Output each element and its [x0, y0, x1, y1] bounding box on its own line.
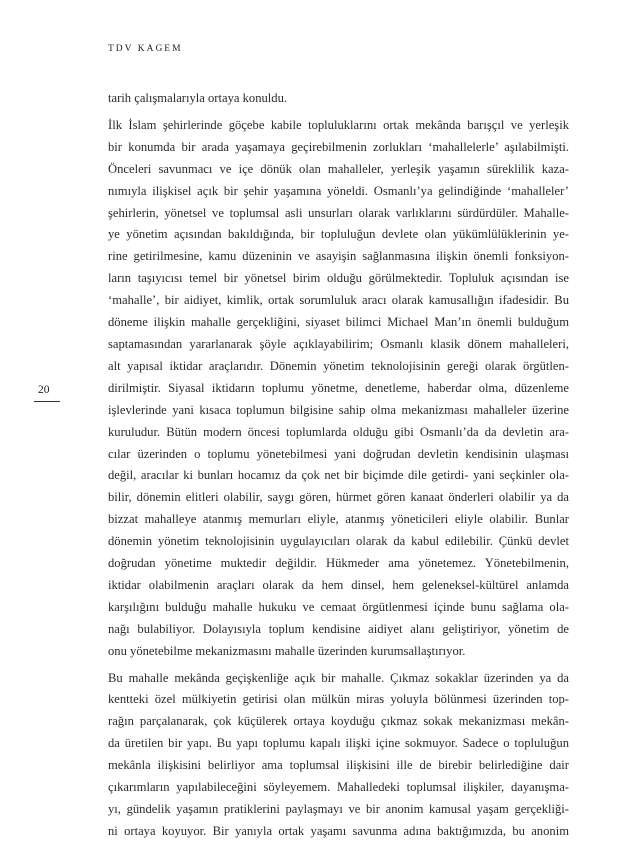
- text-line: karşılığını bulduğu mahalle hukuku ve cemaat örgütlenmesi içinde bunu sağlama ola-: [108, 599, 569, 614]
- text-line: iktidar olabilmenin araçları olarak da hem dinsel, hem geleneksel-kültürel anlamda: [108, 577, 569, 592]
- text-line: da üretilen bir yapı. Bu yapı toplumu kapalı ilişki içine sokmuyor. Sadece o topluluğun: [108, 736, 569, 751]
- body-text: [108, 88, 569, 843]
- text-line: çıkarımların yapılabileceğini söyleyemem. Mahalledeki toplumsal ilişkiler, dayanışma-: [108, 780, 569, 795]
- text-line: bilir, dönemin elitleri olabilir, saygı gören, hürmet gören kanaat önderleri olabilir ya da: [108, 490, 569, 505]
- paragraph: [108, 115, 569, 663]
- text-line: tarih çalışmalarıyla ortaya konuldu.: [108, 91, 288, 105]
- text-line: dönemin yönetim teknolojisinin uygulayıcıları olarak da kabul edilebilir. Çünkü devlet: [108, 534, 569, 549]
- text-line: işlevlerinde yani kısaca toplumun bilgisine sahip olma mekanizması mahalleler üzerine: [108, 402, 569, 417]
- page-number: 20: [38, 384, 50, 396]
- text-line: doğrudan yönetime muktedir değildir. Hükmeder ama yönetemez. Yönetebilmenin,: [108, 556, 569, 571]
- text-line: bir konumda bir arada yaşamaya geçirebilmenin zorlukları ‘mahallelerle’ aşılabilmişti.: [108, 139, 569, 154]
- text-line: mekânla ilişkisini belirliyor ama toplumsal ilişkisini ille de birebir belirlediğine dair: [108, 758, 569, 773]
- text-line: rine getirilmesine, kamu düzeninin ve asayişin sağlanmasına ilişkin önemli fonksiyon-: [108, 249, 569, 264]
- text-line: onu yönetebilme mekanizmasını mahalle üzerinden kurumsallaştırıyor.: [108, 643, 466, 658]
- text-line: ‘mahalle’, bir aidiyet, kimlik, ortak sorumluluk aracı olarak kamusallığın ifadesidir. Bu: [108, 293, 569, 308]
- text-line: ye yönetim açısından bakıldığında, bir topluluğun devlete olan yükümlülüklerinin ye-: [108, 227, 569, 242]
- text-line: rağın parçalanarak, çok küçülerek ortaya koyduğu çıkmaz sokak mekanizması mekân-: [108, 714, 569, 729]
- text-line: nımıyla ilişkisel açık bir şehir yaşamına yöneldi. Osmanlı’ya gelindiğinde ‘mahalleler’: [108, 183, 569, 198]
- text-line: cılar üzerinden o toplumu yönetebilmesi yani doğrudan devletin kendisinin ulaşması: [108, 446, 569, 461]
- text-line: ların taşıyıcısı temel bir yönetsel birim olduğu görülmektedir. Topluluk açısından ise: [108, 271, 569, 286]
- paragraph: [108, 88, 569, 110]
- paragraph: [108, 668, 569, 843]
- text-line: Bu mahalle mekânda geçişkenliğe açık bir mahalle. Çıkmaz sokaklar üzerinden ya da: [108, 670, 569, 685]
- text-line: kuruludur. Bütün modern öncesi toplumlarda olduğu gibi Osmanlı’da da devletin ara-: [108, 424, 569, 439]
- text-line: kentteki özel mülkiyetin getirisi olan mülkün miras yoluyla bölünmesi üzerinden top-: [108, 692, 569, 707]
- text-line: değil, aracılar ki bunları hocamız da çok net bir biçimde dile getirdi- yani seçkinler ola-: [108, 468, 569, 483]
- text-line: dirilmiştir. Siyasal iktidarın toplumu yönetme, denetleme, haberdar olma, düzenleme: [108, 380, 569, 395]
- text-line: İlk İslam şehirlerinde göçebe kabile topluluklarını ortak mekânda barışçıl ve yerleşik: [108, 117, 569, 132]
- text-line: bizzat mahalleye atanmış memurları eliyle, atanmış yöneticileri eliyle olabilir. Bunlar: [108, 512, 569, 527]
- running-head: TDV KAGEM: [108, 44, 183, 54]
- text-line: Önceleri savunmacı ve içe dönük olan mahalleler, yerleşik yaşamın süreklilik kaza-: [108, 161, 569, 176]
- text-line: ni ortaya koyuyor. Bir yanıyla ortak yaşamı savunma adına baktığımızda, bu anonim: [108, 823, 569, 838]
- text-line: saptamasından yararlanarak şöyle açıklayabilirim; Osmanlı klasik dönem mahalleleri,: [108, 336, 569, 351]
- text-line: döneme ilişkin mahalle gerçekliğini, siyaset bilimci Michael Man’ın önemli bulduğum: [108, 315, 569, 330]
- text-line: nağı bulabiliyor. Dolayısıyla toplum kendisine aidiyet alanı geliştiriyor, yönetim de: [108, 621, 569, 636]
- page-number-rule: [34, 401, 60, 402]
- text-line: yı, gündelik yaşamın pratiklerini paylaşmayı ve bir anonim kamusal yaşam gerçekliği-: [108, 802, 569, 816]
- text-line: şehirlerin, yönetsel ve toplumsal asli unsurları olarak varlıklarını sürdürdüler. Mahalle-: [108, 205, 569, 220]
- text-line: alt yapısal iktidar araçlarıdır. Dönemin yönetim teknolojisinin gereği olarak örgütlen-: [108, 358, 569, 373]
